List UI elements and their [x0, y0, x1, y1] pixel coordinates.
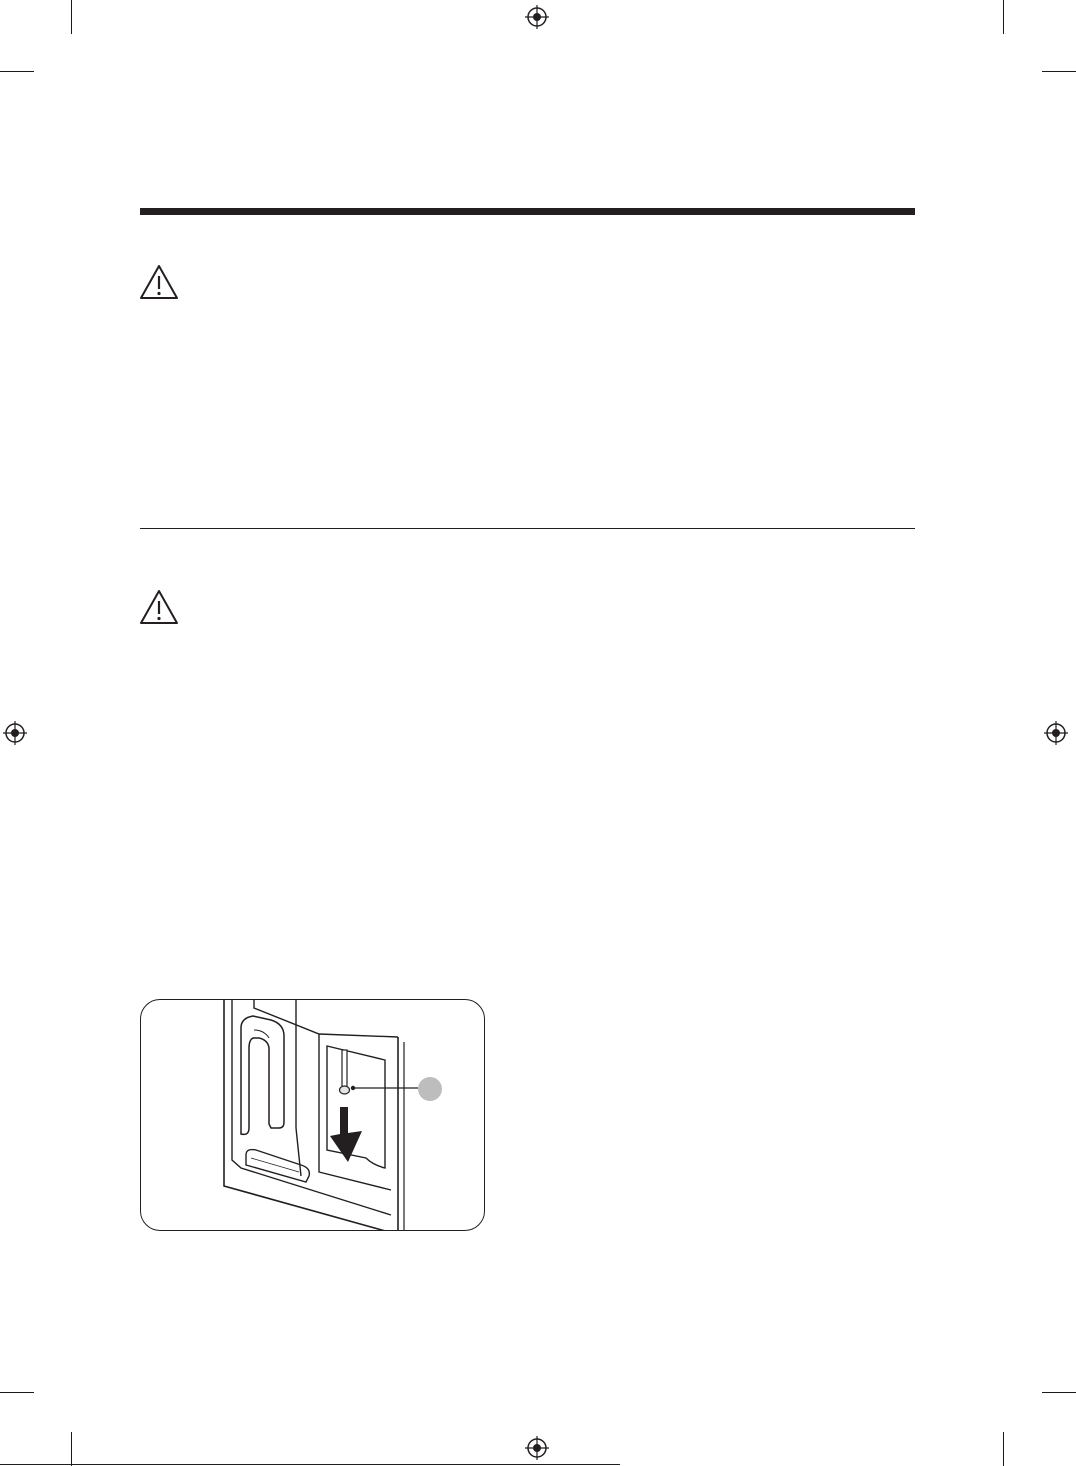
registration-target-icon [525, 5, 549, 29]
crop-mark-bottom-right-horizontal [1042, 1392, 1076, 1393]
crop-mark-top-left-horizontal [0, 71, 34, 72]
crop-mark-bottom-left-vertical [71, 1432, 72, 1466]
crop-mark-bottom-right-vertical [1003, 1432, 1004, 1466]
crop-mark-bottom-left-horizontal [0, 1392, 34, 1393]
page-bottom-line [0, 1464, 620, 1465]
crop-mark-top-left-vertical [71, 0, 72, 34]
section-header-rule [140, 208, 915, 215]
section-divider [140, 528, 915, 529]
warning-triangle-icon [139, 589, 179, 625]
registration-target-icon [3, 721, 27, 745]
dispenser-illustration [140, 999, 485, 1231]
registration-target-icon [525, 1436, 549, 1460]
warning-triangle-icon [139, 264, 179, 300]
crop-mark-top-right-horizontal [1042, 71, 1076, 72]
registration-target-icon [1044, 721, 1068, 745]
crop-mark-top-right-vertical [1003, 0, 1004, 34]
